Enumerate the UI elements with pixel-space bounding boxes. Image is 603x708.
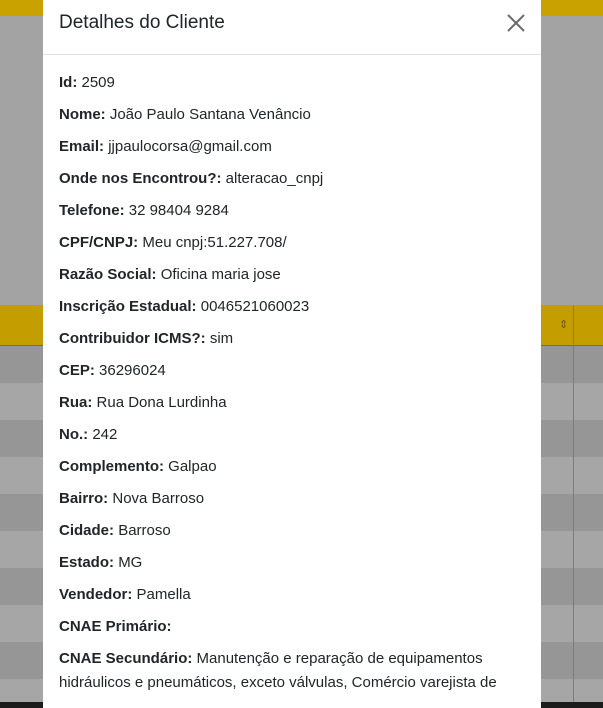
field-id	[59, 71, 527, 95]
field-value: Nova Barroso	[112, 490, 205, 507]
field-label: Telefone:	[59, 202, 125, 219]
field-label: Nome:	[59, 106, 106, 123]
field-label: Inscrição Estadual:	[59, 298, 197, 315]
field-email	[59, 135, 527, 159]
field-inscricao-estadual	[59, 295, 527, 319]
modal-title: Detalhes do Cliente	[59, 12, 225, 33]
field-nome	[59, 103, 527, 127]
field-telefone	[59, 199, 527, 223]
modal-header	[43, 0, 541, 55]
field-value: MG	[118, 554, 143, 571]
field-label: Email:	[59, 138, 105, 155]
field-label: Razão Social:	[59, 266, 157, 283]
close-button[interactable]	[505, 12, 527, 34]
field-label: Cidade:	[59, 522, 115, 539]
field-value: 0046521060023	[200, 298, 310, 315]
field-label: Id:	[59, 74, 78, 91]
field-label: Contribuidor ICMS?:	[59, 330, 206, 347]
field-value: 32 98404 9284	[128, 202, 229, 219]
field-label: CNAE Secundário:	[59, 650, 193, 667]
field-cidade	[59, 519, 527, 543]
field-cnae-secundario	[59, 647, 527, 695]
field-label: CEP:	[59, 362, 95, 379]
field-label: Estado:	[59, 554, 115, 571]
field-value: 36296024	[99, 362, 166, 379]
field-label: Rua:	[59, 394, 93, 411]
sort-icon: ⇕	[559, 319, 569, 331]
field-value: alteracao_cnpj	[225, 170, 324, 187]
field-estado	[59, 551, 527, 575]
field-value: 2509	[81, 74, 115, 91]
close-icon	[505, 12, 527, 34]
field-rua	[59, 391, 527, 415]
field-label: Complemento:	[59, 458, 164, 475]
field-label: Bairro:	[59, 490, 109, 507]
field-complemento	[59, 455, 527, 479]
field-cnae-primario	[59, 615, 527, 639]
modal-body	[59, 71, 527, 703]
field-label: CNAE Primário:	[59, 618, 172, 635]
field-contribuidor-icms	[59, 327, 527, 351]
client-details-modal	[43, 0, 541, 708]
field-value: sim	[209, 330, 234, 347]
field-label: Vendedor:	[59, 586, 133, 603]
field-value: Meu cnpj:51.227.708/	[142, 234, 287, 251]
field-value: Pamella	[136, 586, 191, 603]
field-vendedor	[59, 583, 527, 607]
field-onde-nos-encontrou	[59, 167, 527, 191]
field-value: jjpaulocorsa@gmail.com	[108, 138, 272, 155]
field-value: 242	[92, 426, 118, 443]
field-cpf-cnpj	[59, 231, 527, 255]
field-label: CPF/CNPJ:	[59, 234, 139, 251]
field-value: Galpao	[168, 458, 217, 475]
field-bairro	[59, 487, 527, 511]
field-value: João Paulo Santana Venâncio	[109, 106, 311, 123]
background-column-divider	[573, 305, 574, 708]
field-value: Rua Dona Lurdinha	[96, 394, 227, 411]
field-label: No.:	[59, 426, 89, 443]
field-label: Onde nos Encontrou?:	[59, 170, 222, 187]
field-cep	[59, 359, 527, 383]
field-value: Oficina maria jose	[160, 266, 281, 283]
field-value: Manutenção e reparação de equipamentos hidráulicos e pneumáticos, exceto válvulas, Comércio varejista de	[59, 650, 497, 691]
field-razao-social	[59, 263, 527, 287]
field-value: Barroso	[118, 522, 171, 539]
field-numero	[59, 423, 527, 447]
